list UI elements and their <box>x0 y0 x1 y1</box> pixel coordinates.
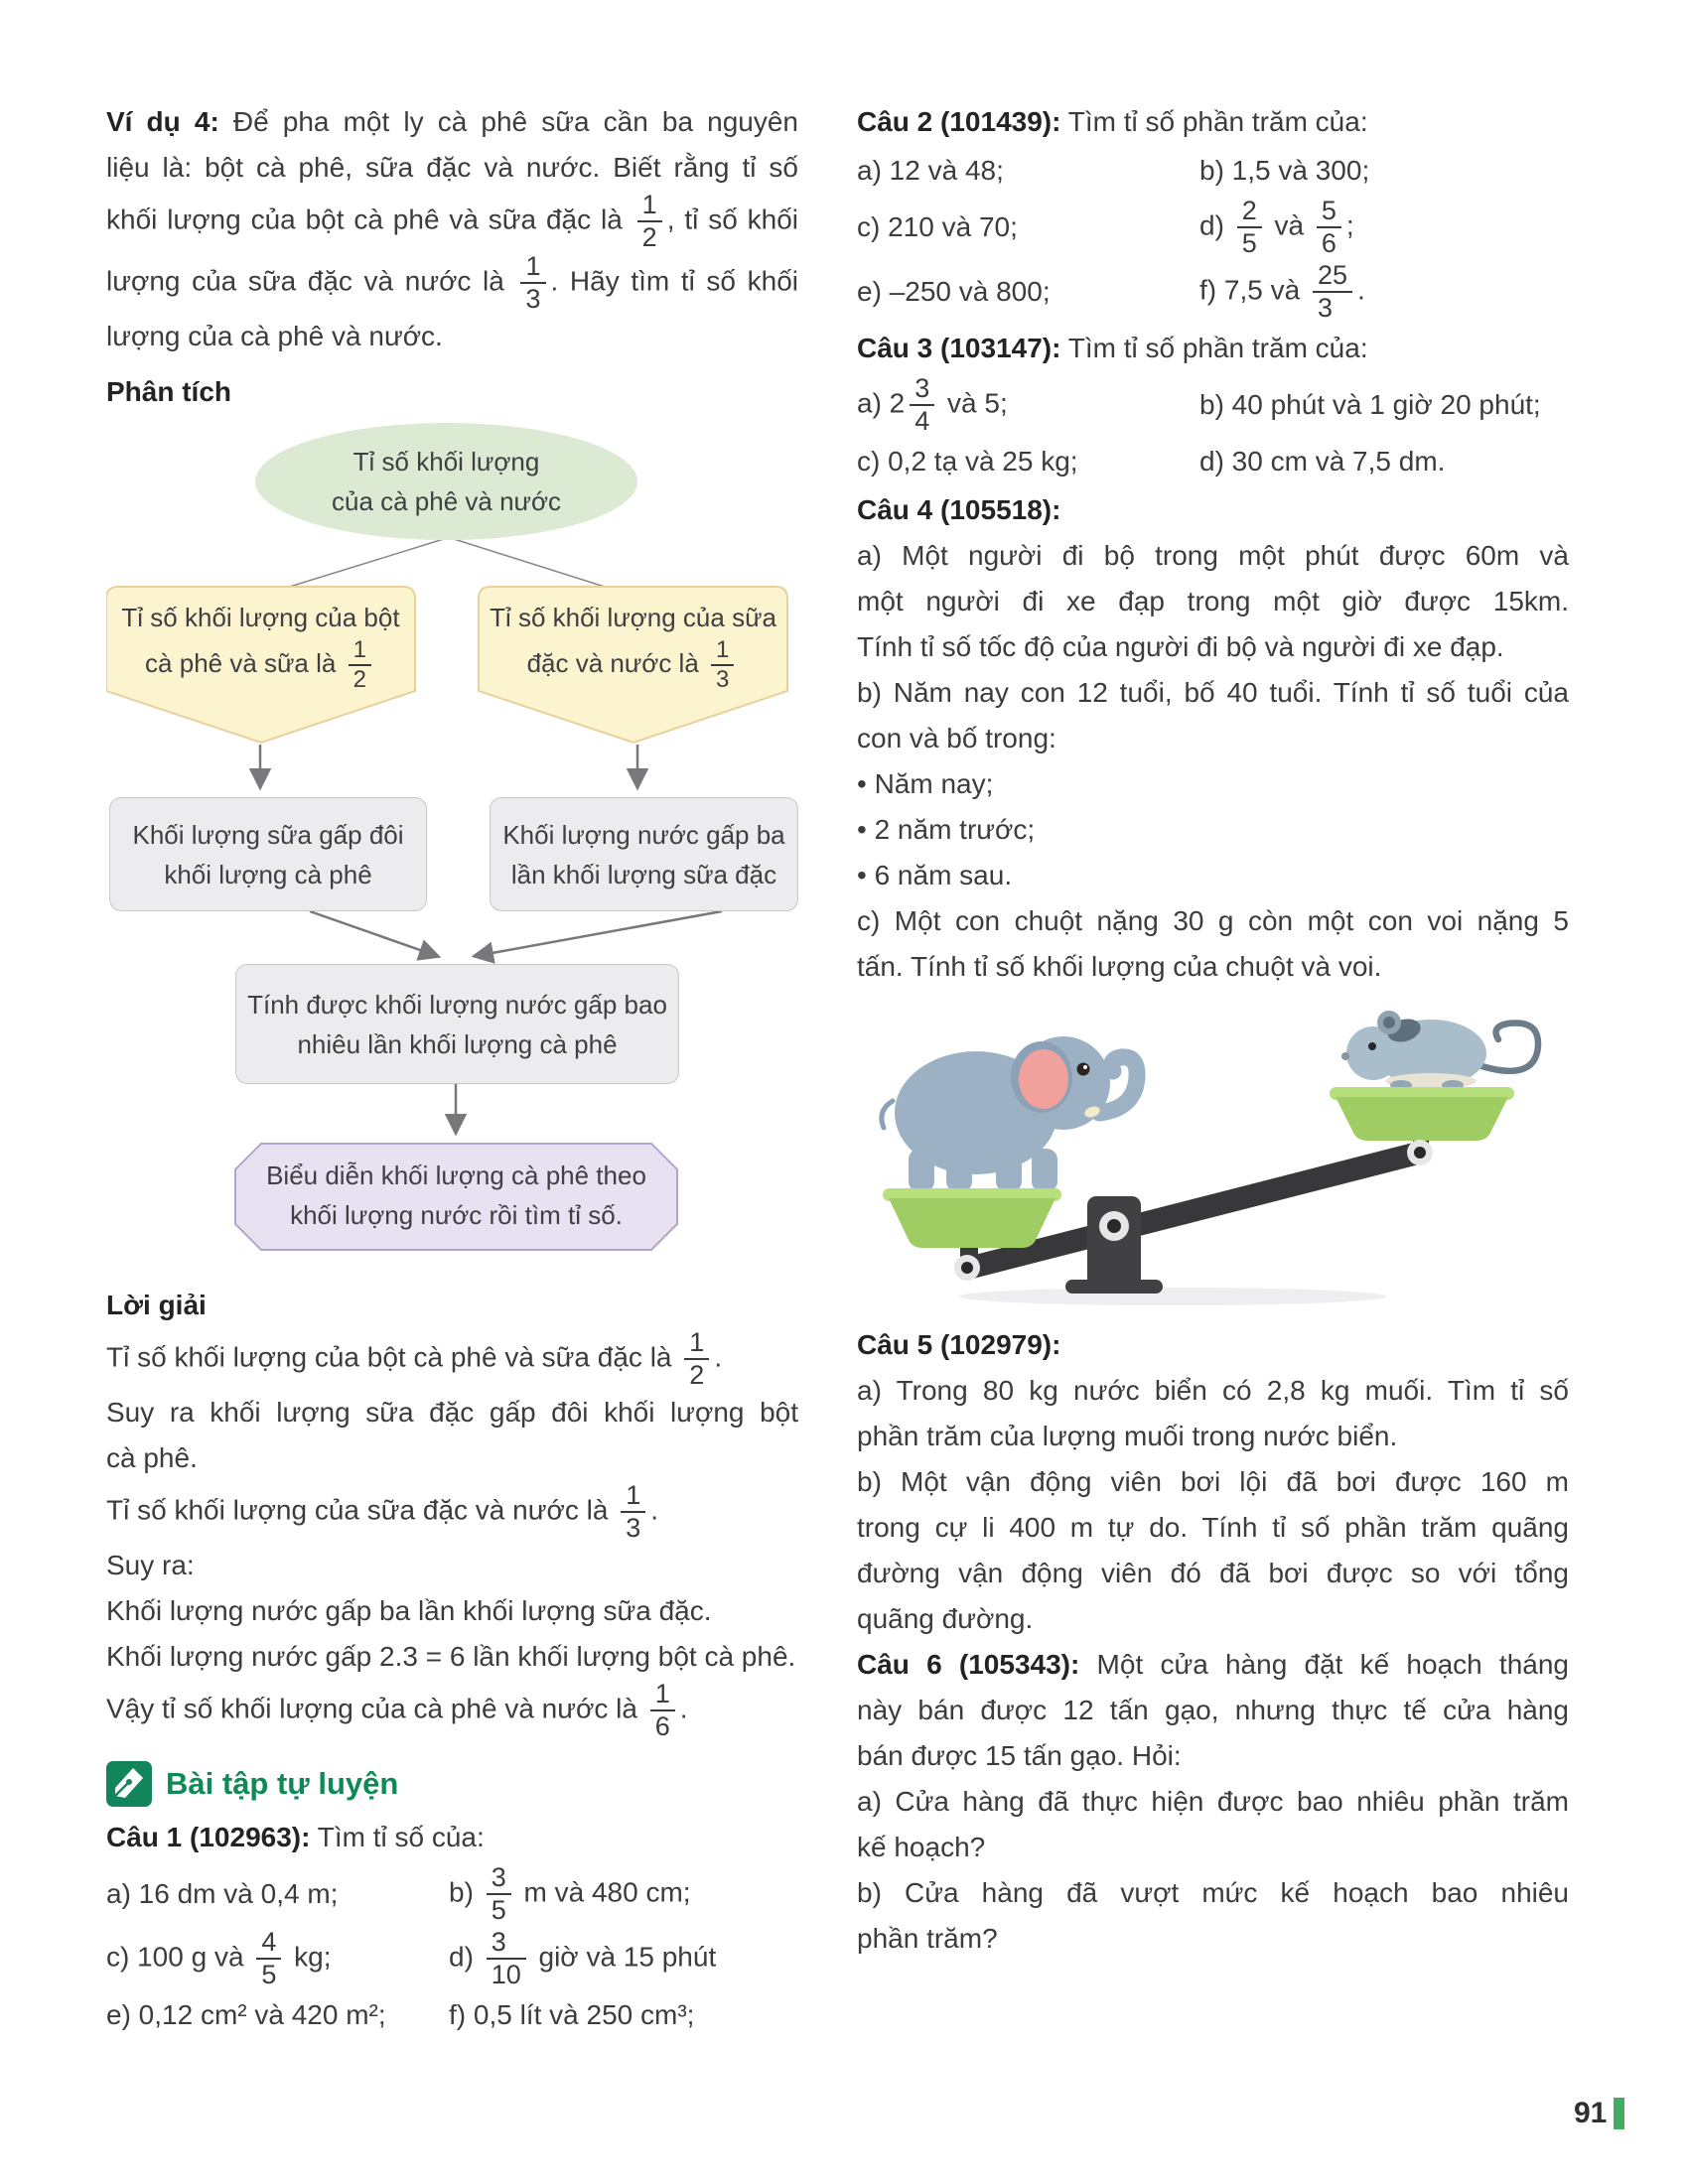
right-column <box>857 99 1569 1962</box>
cau6-part-a: a) Cửa hàng đã thực hiện được bao nhiêu phần trăm kế hoạch? <box>857 1786 1569 1862</box>
cau4-part-b: b) Năm nay con 12 tuổi, bố 40 tuổi. Tính tỉ số tuổi của con và bố trong: <box>857 677 1569 753</box>
flow-center-text: Tính được khối lượng nước gấp bao nhiêu lần khối lượng cà phê <box>247 989 667 1059</box>
cau5-part-b: b) Một vận động viên bơi lội đã bơi được 160 m trong cự li 400 m tự do. Tính tỉ số phần trăm quãng đường vận động viên đó đã bơi được so với tổng quãng đường. <box>857 1466 1569 1634</box>
solution-line-6: Khối lượng nước gấp 2.3 = 6 lần khối lượng bột cà phê. <box>106 1641 796 1672</box>
solution-heading: Lời giải <box>106 1290 207 1320</box>
flow-purple-text: Biểu diễn khối lượng cà phê theo khối lượng nước rồi tìm tỉ số. <box>266 1160 646 1230</box>
cau4-part-c: c) Một con chuột nặng 30 g còn một con voi nặng 5 tấn. Tính tỉ số khối lượng của chuột và voi. <box>857 905 1569 982</box>
flow-gray-right-box <box>490 797 798 911</box>
cau3-row-cd <box>857 439 1569 484</box>
cau3-item-d: d) 30 cm và 7,5 dm. <box>1199 446 1446 477</box>
cau3-row-ab <box>857 374 1569 436</box>
cau2-item-c: c) 210 và 70; <box>857 211 1018 242</box>
page-number-text: 91 <box>1574 2097 1608 2129</box>
cau4-bullet-2: • 2 năm trước; <box>857 814 1036 845</box>
flow-gray-left-box <box>109 797 427 911</box>
left-scale-pan <box>883 1188 1061 1281</box>
practice-section-header <box>106 1761 798 1807</box>
practice-section-title: Bài tập tự luyện <box>166 1766 399 1801</box>
mouse-figure <box>1341 1011 1538 1090</box>
cau1-item-c: c) 100 g và $\frac{4}{5}$ kg; <box>106 1927 332 1989</box>
example-4-paragraph: Ví dụ 4: Để pha một ly cà phê sữa cần ba nguyên liệu là: bột cà phê, sữa đặc và nước. Biết rằng tỉ số khối lượng của bột cà phê và sữa đặc là $\frac{1}{2}$ , tỉ số khối lượng của sữa đặc và nước là $\frac{1}{3}$ . Hãy tìm tỉ số khối lượng của cà phê và nước. <box>106 106 798 351</box>
cau2-row-ef <box>857 261 1569 323</box>
flow-center-box <box>235 964 679 1084</box>
solution-line-3: Tỉ số khối lượng của sữa đặc và nước là $\frac{1}{3}$ . <box>106 1480 658 1543</box>
cau3-item-c: c) 0,2 tạ và 25 kg; <box>857 446 1078 477</box>
cau1-heading: Câu 1 (102963): Tìm tỉ số của: <box>106 1822 485 1852</box>
cau2-item-a: a) 12 và 48; <box>857 155 1004 186</box>
page-number <box>1574 2097 1624 2130</box>
cau6-heading: Câu 6 (105343): Một cửa hàng đặt kế hoạch tháng này bán được 12 tấn gạo, nhưng thực tế cửa hàng bán được 15 tấn gạo. Hỏi: <box>857 1649 1570 1771</box>
cau3-item-b: b) 40 phút và 1 giờ 20 phút; <box>1199 389 1541 420</box>
solution-line-5: Khối lượng nước gấp ba lần khối lượng sữa đặc. <box>106 1595 712 1626</box>
pen-nib-icon <box>106 1761 152 1807</box>
cau2-item-e: e) –250 và 800; <box>857 276 1051 307</box>
analysis-heading: Phân tích <box>106 376 232 407</box>
cau2-row-ab <box>857 148 1569 194</box>
cau4-part-a: a) Một người đi bộ trong một phút được 60m và một người đi xe đạp trong một giờ được 15km. Tính tỉ số tốc độ của người đi bộ và người đi xe đạp. <box>857 540 1569 662</box>
connector-line <box>451 538 627 594</box>
cau1-item-e: e) 0,12 cm² và 420 m²; <box>106 1999 386 2030</box>
elephant-figure <box>882 1036 1137 1192</box>
flow-gray-right-text: Khối lượng nước gấp ba lần khối lượng sữa đặc <box>502 819 785 889</box>
cau6-part-b: b) Cửa hàng đã vượt mức kế hoạch bao nhiêu phần trăm? <box>857 1877 1569 1954</box>
cau2-row-cd <box>857 197 1569 258</box>
cau1-item-d: d) $\frac{3}{10}$ giờ và 15 phút <box>449 1927 717 1989</box>
cau4-heading: Câu 4 (105518): <box>857 494 1061 525</box>
cau1-item-f: f) 0,5 lít và 250 cm³; <box>449 1999 695 2030</box>
solution-line-1: Tỉ số khối lượng của bột cà phê và sữa đặc là $\frac{1}{2}$ . <box>106 1327 723 1390</box>
ground-shadow <box>959 1288 1386 1305</box>
cau5-part-a: a) Trong 80 kg nước biển có 2,8 kg muối. Tìm tỉ số phần trăm của lượng muối trong nước biển. <box>857 1375 1569 1451</box>
cau1-item-b: b) $\frac{3}{5}$ m và 480 cm; <box>449 1862 691 1925</box>
cau5-heading: Câu 5 (102979): <box>857 1329 1061 1360</box>
flow-yellow-right-text: Tỉ số khối lượng của sữa đặc và nước là $\frac{1}{3}$ <box>490 603 776 693</box>
arrow-converge-left <box>310 911 437 956</box>
elephant-mouse-seesaw-image <box>865 1002 1560 1309</box>
cau1-row-cd <box>106 1928 798 1989</box>
solution-line-4: Suy ra: <box>106 1550 195 1580</box>
cau3-heading: Câu 3 (103147): Tìm tỉ số phần trăm của: <box>857 333 1368 363</box>
right-scale-pan <box>1330 1087 1514 1165</box>
flow-gray-left-text: Khối lượng sữa gấp đôi khối lượng cà phê <box>132 819 404 889</box>
cau2-heading: Câu 2 (101439): Tìm tỉ số phần trăm của: <box>857 106 1368 137</box>
flow-yellow-left-text: Tỉ số khối lượng của bột cà phê và sữa là $\frac{1}{2}$ <box>121 603 400 693</box>
flow-ellipse-text: Tỉ số khối lượng của cà phê và nước <box>331 447 562 516</box>
flow-ellipse-node <box>255 423 637 540</box>
cau1-row-ef <box>106 1992 798 2038</box>
arrow-converge-right <box>476 911 722 956</box>
left-column <box>106 99 798 2041</box>
solution-line-2: Suy ra khối lượng sữa đặc gấp đôi khối lượng bột cà phê. <box>106 1397 798 1473</box>
page-number-green-bar <box>1614 2098 1624 2129</box>
solution-line-7: Vậy tỉ số khối lượng của cà phê và nước là $\frac{1}{6}$ . <box>106 1679 688 1741</box>
connector-line <box>267 538 447 594</box>
cau2-item-d: d) $\frac{2}{5}$ và $\frac{5}{6}$ ; <box>1199 196 1354 258</box>
cau3-item-a: a) 2 $\frac{3}{4}$ và 5; <box>857 373 1008 436</box>
cau1-row-ab <box>106 1863 798 1925</box>
cau4-bullet-3: • 6 năm sau. <box>857 860 1013 890</box>
cau2-item-b: b) 1,5 và 300; <box>1199 155 1370 186</box>
cau2-item-f: f) 7,5 và $\frac{25}{3}$ . <box>1199 260 1365 323</box>
balance-scale-illustration <box>865 1002 1569 1316</box>
analysis-flowchart <box>106 423 801 1269</box>
cau4-bullet-1: • Năm nay; <box>857 768 994 799</box>
cau1-item-a: a) 16 dm và 0,4 m; <box>106 1878 339 1909</box>
